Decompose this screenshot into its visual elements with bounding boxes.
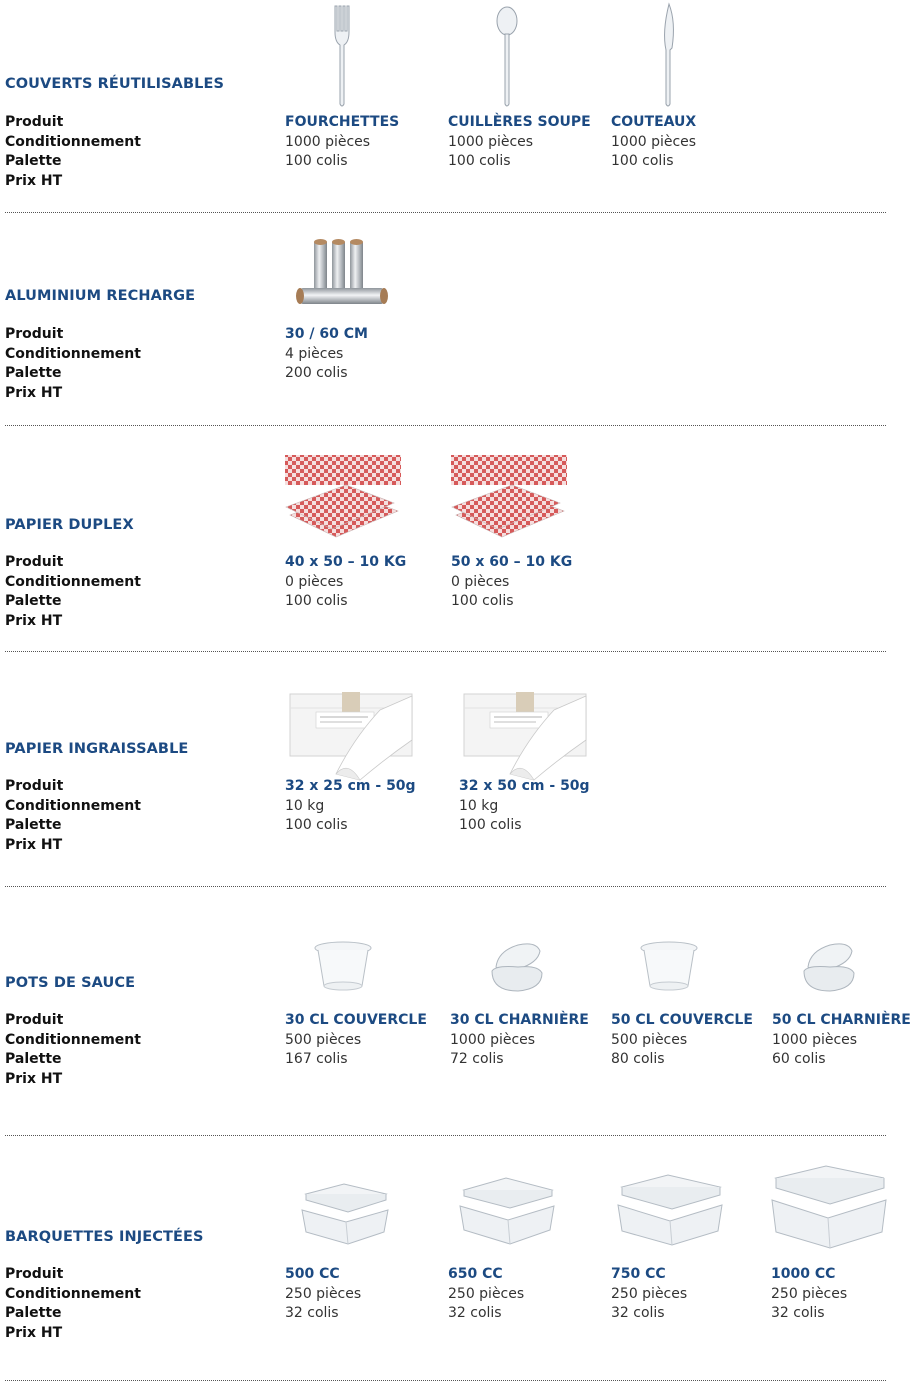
product-conditionnement: 250 pièces — [448, 1285, 525, 1302]
product-name: 30 CL CHARNIÈRE — [450, 1012, 589, 1028]
product-30-60-cm — [285, 325, 368, 384]
sauce-pot-hinge-icon — [800, 937, 858, 995]
section-divider — [5, 886, 886, 887]
product-500cc — [285, 1265, 361, 1324]
product-palette: 100 colis — [451, 593, 514, 609]
product-palette: 32 colis — [448, 1305, 502, 1321]
product-couteaux — [611, 113, 696, 172]
product-conditionnement: 10 kg — [285, 797, 325, 814]
greaseproof-box-icon — [462, 690, 590, 782]
label-produit: Produit — [5, 554, 64, 570]
section-divider — [5, 1380, 886, 1381]
product-name: FOURCHETTES — [285, 114, 400, 130]
product-palette: 100 colis — [448, 153, 511, 169]
product-50x60 — [451, 553, 572, 612]
product-fourchettes — [285, 113, 399, 172]
row-labels — [5, 1011, 141, 1089]
label-produit: Produit — [5, 326, 64, 342]
product-30cl-couvercle — [285, 1011, 427, 1070]
label-palette: Palette — [5, 593, 62, 609]
product-name: 32 x 25 cm - 50g — [285, 778, 416, 794]
product-conditionnement: 250 pièces — [611, 1285, 688, 1302]
product-conditionnement: 250 pièces — [771, 1285, 848, 1302]
product-conditionnement: 1000 pièces — [772, 1031, 858, 1048]
product-conditionnement: 4 pièces — [285, 345, 344, 362]
section-title: POTS DE SAUCE — [5, 975, 136, 991]
product-palette: 200 colis — [285, 365, 348, 381]
product-name: 650 CC — [448, 1266, 503, 1282]
product-palette: 60 colis — [772, 1051, 826, 1067]
product-name: COUTEAUX — [611, 114, 697, 130]
product-conditionnement: 0 pièces — [285, 573, 344, 590]
product-30cl-charniere — [450, 1011, 589, 1070]
sauce-pot-lid-icon — [312, 940, 374, 992]
product-name: 750 CC — [611, 1266, 666, 1282]
product-name: 40 x 50 – 10 KG — [285, 554, 407, 570]
fork-icon — [330, 4, 354, 108]
sauce-pot-hinge-icon — [488, 937, 546, 995]
container-icon — [614, 1171, 724, 1247]
row-labels — [5, 1265, 141, 1343]
product-name: 50 CL COUVERCLE — [611, 1012, 753, 1028]
product-name: CUILLÈRES SOUPE — [448, 114, 591, 130]
product-palette: 32 colis — [771, 1305, 825, 1321]
label-palette: Palette — [5, 1305, 62, 1321]
spoon-icon — [494, 6, 520, 108]
knife-icon — [656, 2, 680, 108]
row-labels — [5, 325, 141, 403]
label-produit: Produit — [5, 1012, 64, 1028]
product-palette: 100 colis — [285, 153, 348, 169]
product-palette: 80 colis — [611, 1051, 665, 1067]
label-palette: Palette — [5, 1051, 62, 1067]
label-palette: Palette — [5, 153, 62, 169]
label-prix-ht: Prix HT — [5, 836, 63, 853]
label-prix-ht: Prix HT — [5, 1070, 63, 1087]
label-produit: Produit — [5, 778, 64, 794]
section-divider — [5, 212, 886, 213]
product-conditionnement: 1000 pièces — [611, 133, 697, 150]
section-title: PAPIER INGRAISSABLE — [5, 741, 189, 757]
product-32x25 — [285, 777, 416, 836]
product-name: 500 CC — [285, 1266, 340, 1282]
product-name: 50 x 60 – 10 KG — [451, 554, 573, 570]
section-title: COUVERTS RÉUTILISABLES — [5, 76, 225, 92]
label-conditionnement: Conditionnement — [5, 573, 141, 590]
label-prix-ht: Prix HT — [5, 1324, 63, 1341]
product-name: 30 / 60 CM — [285, 326, 368, 342]
container-icon — [456, 1174, 556, 1246]
product-50cl-charniere — [772, 1011, 911, 1070]
duplex-paper-icon — [450, 453, 568, 539]
container-icon — [298, 1180, 390, 1246]
product-name: 32 x 50 cm - 50g — [459, 778, 590, 794]
section-title: PAPIER DUPLEX — [5, 517, 134, 533]
product-conditionnement: 1000 pièces — [285, 133, 371, 150]
label-produit: Produit — [5, 114, 64, 130]
row-labels — [5, 553, 141, 631]
product-conditionnement: 1000 pièces — [448, 133, 534, 150]
label-conditionnement: Conditionnement — [5, 797, 141, 814]
product-palette: 100 colis — [285, 817, 348, 833]
section-divider — [5, 651, 886, 652]
duplex-paper-icon — [284, 453, 402, 539]
label-produit: Produit — [5, 1266, 64, 1282]
section-divider — [5, 1135, 886, 1136]
product-palette: 100 colis — [459, 817, 522, 833]
product-palette: 100 colis — [285, 593, 348, 609]
label-palette: Palette — [5, 365, 62, 381]
label-prix-ht: Prix HT — [5, 612, 63, 629]
greaseproof-box-icon — [288, 690, 416, 782]
product-cuilleres-soupe — [448, 113, 591, 172]
product-palette: 32 colis — [611, 1305, 665, 1321]
row-labels — [5, 777, 141, 855]
label-conditionnement: Conditionnement — [5, 345, 141, 362]
sauce-pot-lid-icon — [638, 940, 700, 992]
section-title: ALUMINIUM RECHARGE — [5, 288, 196, 304]
product-name: 50 CL CHARNIÈRE — [772, 1012, 911, 1028]
product-conditionnement: 250 pièces — [285, 1285, 362, 1302]
product-conditionnement: 500 pièces — [285, 1031, 362, 1048]
product-conditionnement: 0 pièces — [451, 573, 510, 590]
label-prix-ht: Prix HT — [5, 384, 63, 401]
label-conditionnement: Conditionnement — [5, 1031, 141, 1048]
product-name: 30 CL COUVERCLE — [285, 1012, 427, 1028]
product-1000cc — [771, 1265, 847, 1324]
section-divider — [5, 425, 886, 426]
product-650cc — [448, 1265, 524, 1324]
label-conditionnement: Conditionnement — [5, 133, 141, 150]
section-title: BARQUETTES INJECTÉES — [5, 1229, 204, 1245]
product-palette: 72 colis — [450, 1051, 504, 1067]
product-750cc — [611, 1265, 687, 1324]
row-labels — [5, 113, 141, 191]
product-palette: 100 colis — [611, 153, 674, 169]
product-32x50 — [459, 777, 590, 836]
product-conditionnement: 10 kg — [459, 797, 499, 814]
product-40x50 — [285, 553, 406, 612]
label-prix-ht: Prix HT — [5, 172, 63, 189]
container-icon — [768, 1162, 888, 1250]
product-palette: 32 colis — [285, 1305, 339, 1321]
product-conditionnement: 1000 pièces — [450, 1031, 536, 1048]
product-name: 1000 CC — [771, 1266, 836, 1282]
product-50cl-couvercle — [611, 1011, 753, 1070]
product-conditionnement: 500 pièces — [611, 1031, 688, 1048]
foil-rolls-icon — [294, 236, 390, 316]
product-palette: 167 colis — [285, 1051, 348, 1067]
label-palette: Palette — [5, 817, 62, 833]
label-conditionnement: Conditionnement — [5, 1285, 141, 1302]
